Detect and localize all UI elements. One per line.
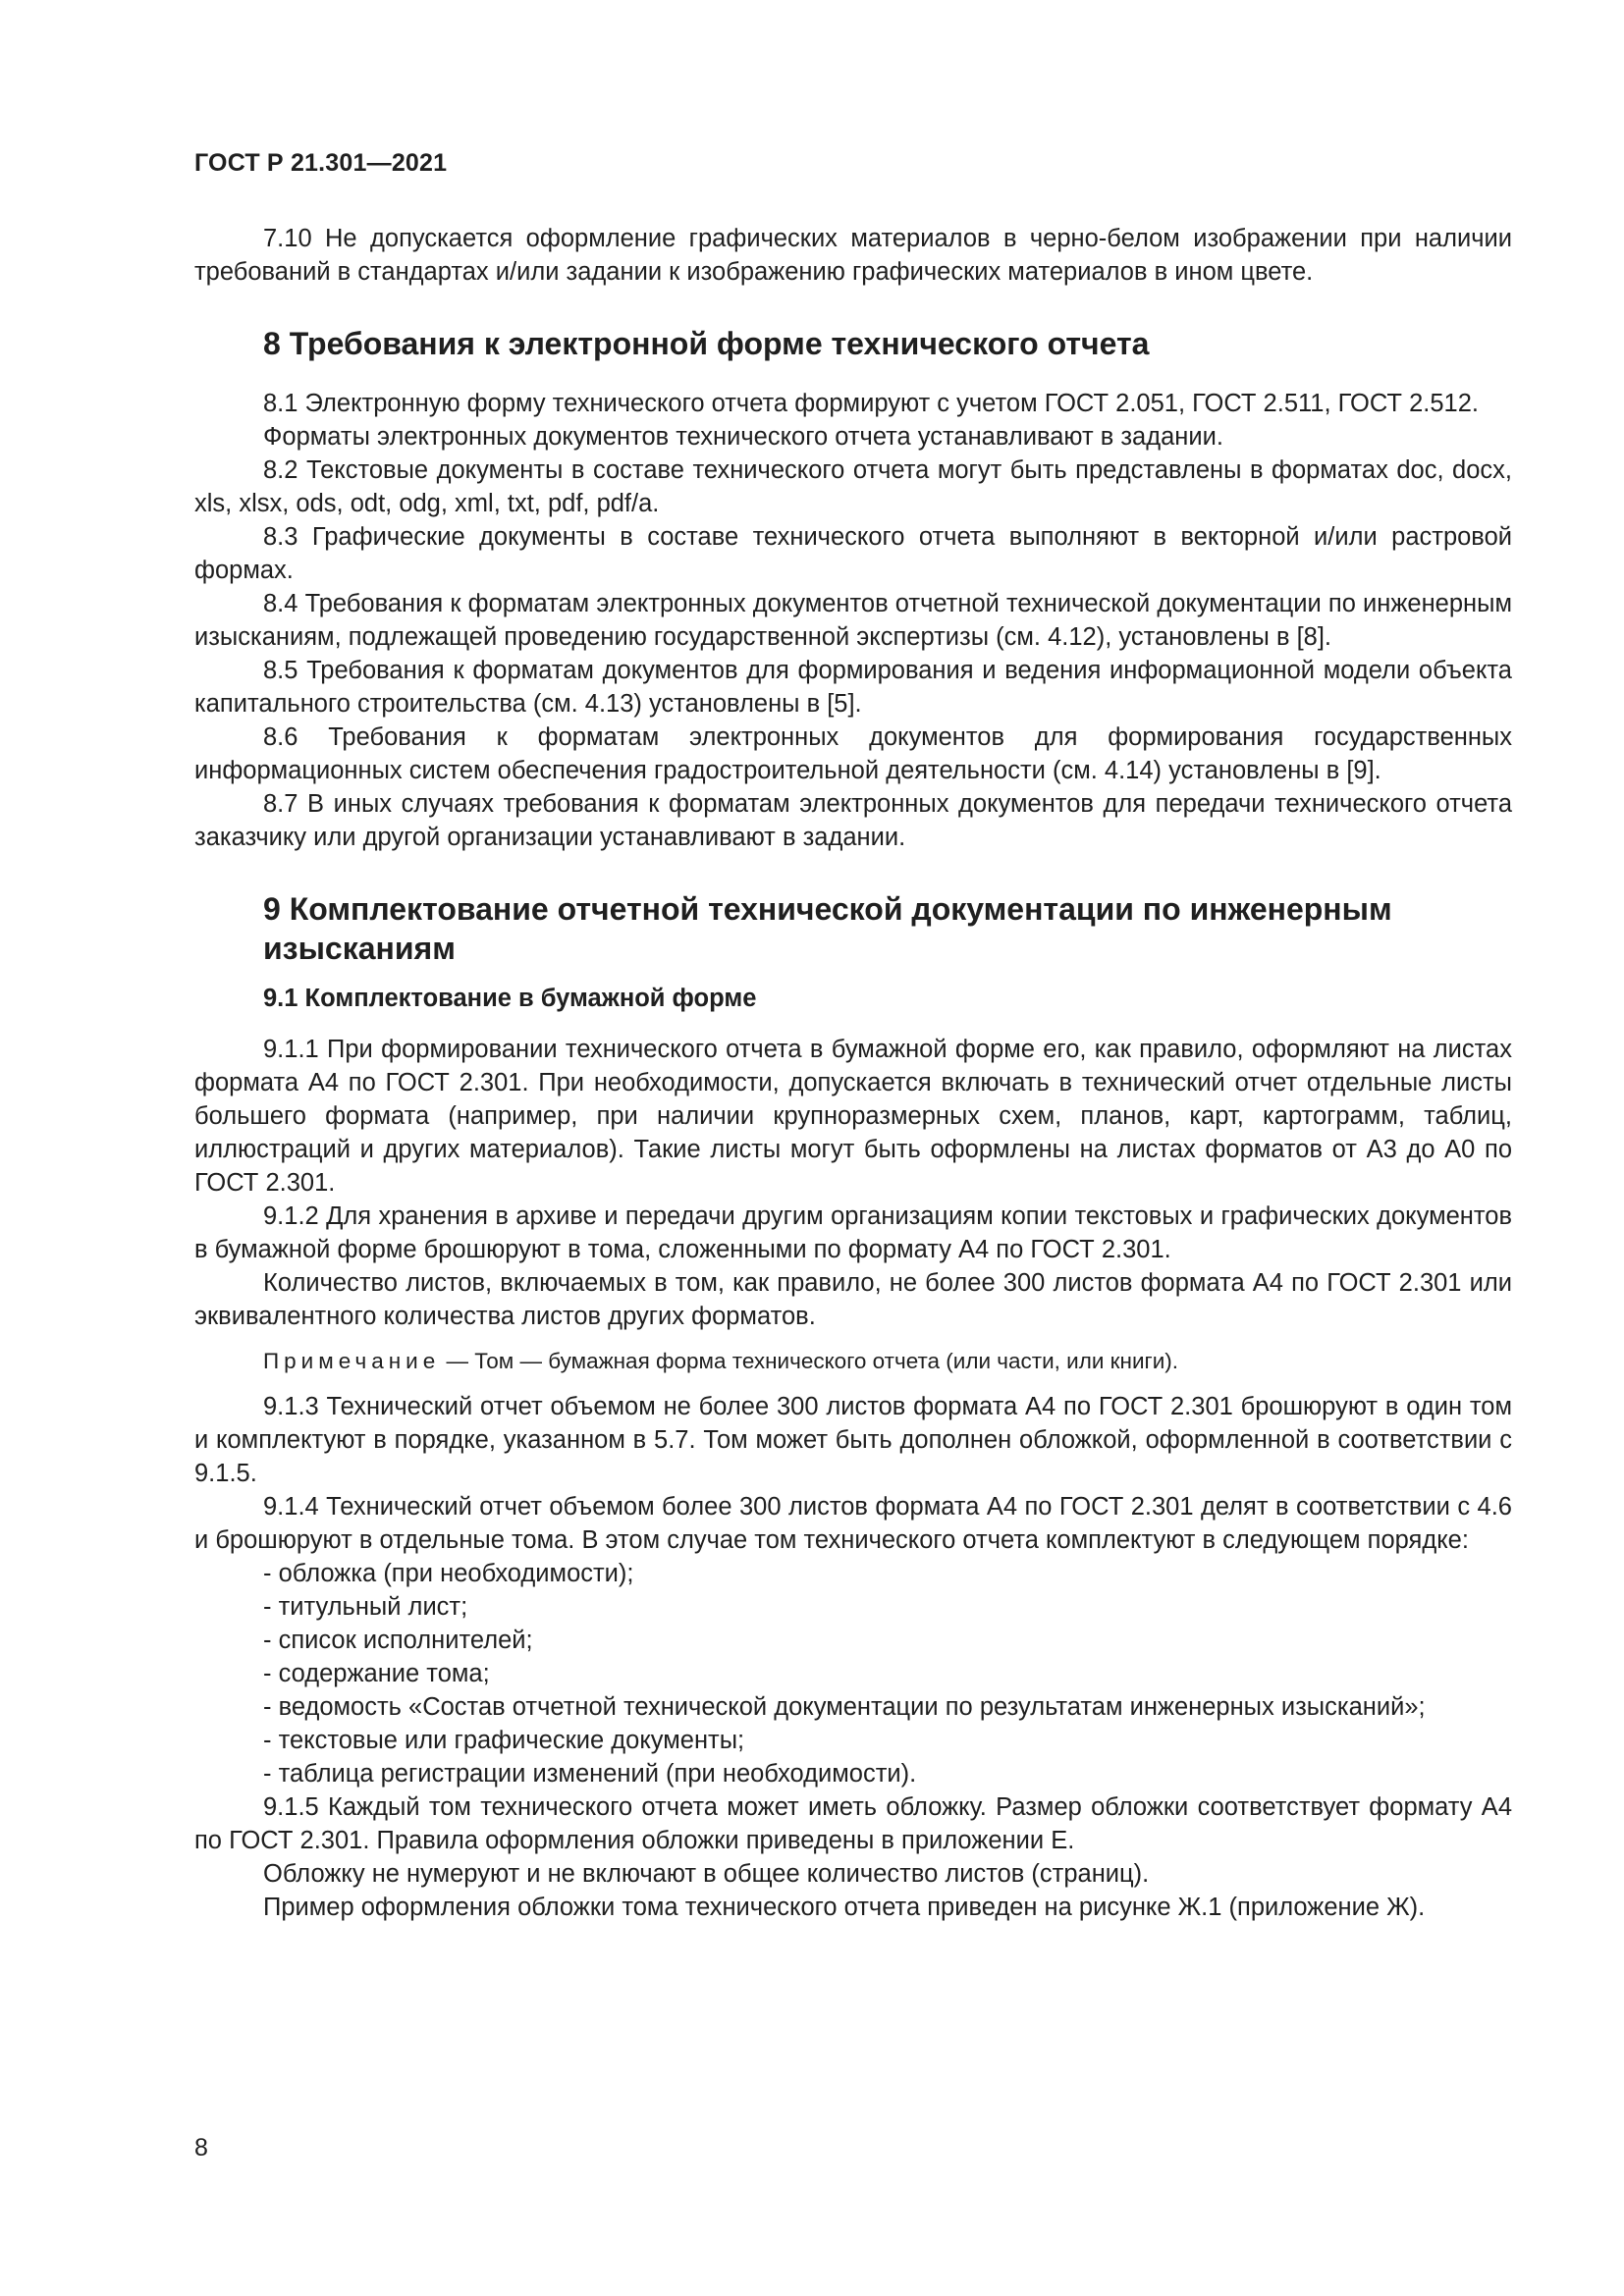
paragraph-8-4: 8.4 Требования к форматам электронных документов отчетной технической документации по инженерным изысканиям, подлежащей проведению государственной экспертизы (см. 4.12), установлены в [8]. bbox=[194, 590, 1512, 651]
page-content bbox=[194, 222, 1512, 1924]
paragraph-8-7: 8.7 В иных случаях требования к форматам электронных документов для передачи технического отчета заказчику или другой организации устанавливают в задании. bbox=[194, 790, 1512, 851]
section-8-title: 8 Требования к электронной форме технического отчета bbox=[263, 326, 1150, 361]
paragraph-8-3: 8.3 Графические документы в составе технического отчета выполняют в векторной и/или растровой формах. bbox=[194, 523, 1512, 584]
list-item: - ведомость «Состав отчетной технической документации по результатам инженерных изысканий»; bbox=[263, 1693, 1426, 1721]
note bbox=[194, 1347, 1512, 1376]
paragraph-9-1-3: 9.1.3 Технический отчет объемом не более 300 листов формата А4 по ГОСТ 2.301 брошюруют в один том и комплектуют в порядке, указанном в 5.7. Том может быть дополнен обложкой, оформленной в соответствии с 9.1.5. bbox=[194, 1393, 1512, 1487]
list-item: - титульный лист; bbox=[263, 1593, 468, 1621]
paragraph-9-1-2: 9.1.2 Для хранения в архиве и передачи другим организациям копии текстовых и графических документов в бумажной форме брошюруют в тома, сложенными по формату А4 по ГОСТ 2.301. bbox=[194, 1202, 1512, 1263]
paragraph-7-10: 7.10 Не допускается оформление графических материалов в черно-белом изображении при наличии требований в стандартах и/или задании к изображению графических материалов в ином цвете. bbox=[194, 225, 1512, 286]
subsection-9-1-title: 9.1 Комплектование в бумажной форме bbox=[263, 985, 757, 1012]
paragraph-8-2: 8.2 Текстовые документы в составе технического отчета могут быть представлены в форматах doc, docx, xls, xlsx, ods, odt, odg, xml, txt, pdf, pdf/a. bbox=[194, 456, 1512, 517]
list-item: - список исполнителей; bbox=[263, 1627, 533, 1654]
note-label: Примечание bbox=[263, 1349, 441, 1373]
page-number: 8 bbox=[194, 2134, 208, 2162]
document-header: ГОСТ Р 21.301—2021 bbox=[194, 149, 448, 177]
paragraph-8-5: 8.5 Требования к форматам документов для формирования и ведения информационной модели объекта капитального строительства (см. 4.13) установлены в [5]. bbox=[194, 657, 1512, 718]
list-item: - содержание тома; bbox=[263, 1660, 490, 1687]
note-text: — Том — бумажная форма технического отчета (или части, или книги). bbox=[440, 1349, 1179, 1373]
paragraph-9-1-2-b: Количество листов, включаемых в том, как правило, не более 300 листов формата А4 по ГОСТ 2.301 или эквивалентного количества листов других форматов. bbox=[194, 1269, 1512, 1330]
paragraph-8-1: 8.1 Электронную форму технического отчета формируют с учетом ГОСТ 2.051, ГОСТ 2.511, ГОСТ 2.512. bbox=[263, 390, 1479, 417]
paragraph-9-1-5-b: Обложку не нумеруют и не включают в общее количество листов (страниц). bbox=[263, 1860, 1150, 1888]
paragraph-8-1-b: Форматы электронных документов технического отчета устанавливают в задании. bbox=[263, 423, 1223, 451]
paragraph-8-6: 8.6 Требования к форматам электронных документов для формирования государственных информационных систем обеспечения градостроительной деятельности (см. 4.14) установлены в [9]. bbox=[194, 723, 1512, 784]
paragraph-9-1-4: 9.1.4 Технический отчет объемом более 300 листов формата А4 по ГОСТ 2.301 делят в соответствии с 4.6 и брошюруют в отдельные тома. В этом случае том технического отчета комплектуют в следующем порядке: bbox=[194, 1493, 1512, 1554]
section-9-title: 9 Комплектование отчетной технической документации по инженерным изысканиям bbox=[263, 891, 1392, 966]
paragraph-9-1-5-c: Пример оформления обложки тома технического отчета приведен на рисунке Ж.1 (приложение Ж). bbox=[263, 1894, 1426, 1921]
list-item: - обложка (при необходимости); bbox=[263, 1560, 634, 1587]
list-item: - таблица регистрации изменений (при необходимости). bbox=[263, 1760, 917, 1788]
paragraph-9-1-1: 9.1.1 При формировании технического отчета в бумажной форме его, как правило, оформляют на листах формата А4 по ГОСТ 2.301. При необходимости, допускается включать в технический отчет отдельные листы большего формата (например, при наличии крупноразмерных схем, планов, карт, картограмм, таблиц, иллюстраций и других материалов). Такие листы могут быть оформлены на листах форматов от А3 до А0 по ГОСТ 2.301. bbox=[194, 1036, 1512, 1197]
list-item: - текстовые или графические документы; bbox=[263, 1727, 745, 1754]
paragraph-9-1-5: 9.1.5 Каждый том технического отчета может иметь обложку. Размер обложки соответствует формату А4 по ГОСТ 2.301. Правила оформления обложки приведены в приложении Е. bbox=[194, 1793, 1512, 1854]
